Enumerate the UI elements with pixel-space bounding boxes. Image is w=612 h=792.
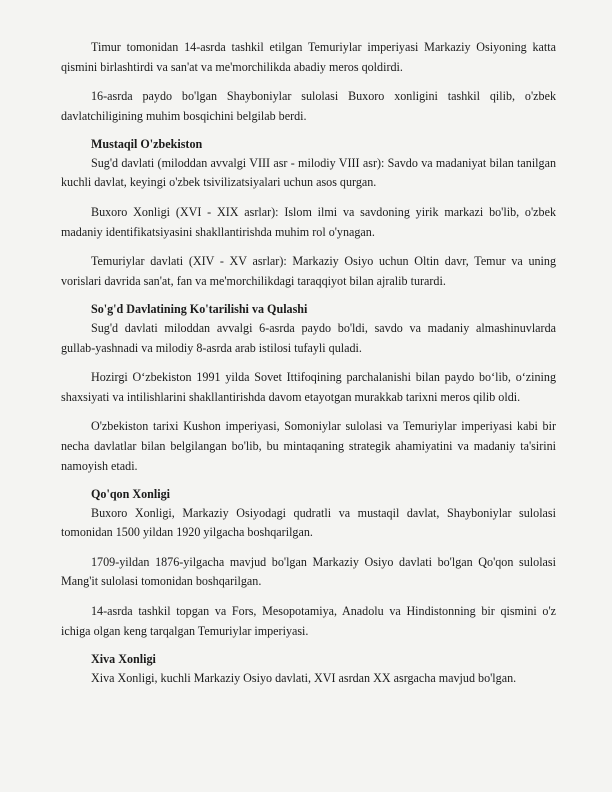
section-heading: Qo'qon Xonligi bbox=[91, 487, 170, 502]
paragraph: Timur tomonidan 14-asrda tashkil etilgan Temuriylar imperiyasi Markaziy Osiyoning katta qismini birlashtirdi va san'at va me'morchilikda abadiy meros qoldirdi. bbox=[61, 40, 556, 74]
paragraph: Sug'd davlati miloddan avvalgi 6-asrda paydo bo'ldi, savdo va madaniy almashinuvlarda gullab-yashnadi va milodiy 8-asrda arab istilosi tufayli quladi. bbox=[61, 320, 556, 355]
paragraph: 1709-yildan 1876-yilgacha mavjud bo'lgan Markaziy Osiyo davlati bo'lgan Qo'qon sulolasi Mang'it sulolasi tomonidan boshqarilgan. bbox=[61, 554, 556, 589]
document-body bbox=[61, 38, 556, 698]
paragraph: Buxoro Xonligi (XVI - XIX asrlar): Islom ilmi va savdoning yirik markazi bo'lib, o'zbek madaniy identifikatsiyasini shakllantirishda muhim rol o'ynagan. bbox=[61, 205, 556, 239]
section-heading: So'g'd Davlatining Ko'tarilishi va Qulashi bbox=[91, 302, 308, 317]
paragraph: O'zbekiston tarixi Kushon imperiyasi, Somoniylar sulolasi va Temuriylar imperiyasi kabi bir necha davlatlar bilan belgilangan bo'lib, bu mintaqaning strategik ahamiyatini va madaniy ta'sirini namoyish etadi. bbox=[61, 419, 556, 473]
section-1 bbox=[61, 136, 556, 291]
section-heading: Xiva Xonligi bbox=[91, 652, 156, 667]
section-2 bbox=[61, 301, 556, 476]
paragraph: 14-asrda tashkil topgan va Fors, Mesopotamiya, Anadolu va Hindistonning bir qismini o'z ichiga olgan keng tarqalgan Temuriylar imperiyasi. bbox=[61, 603, 556, 638]
section-4 bbox=[61, 651, 556, 688]
paragraph: 16-asrda paydo bo'lgan Shayboniylar sulolasi Buxoro xonligini tashkil qilib, o'zbek davlatchiligining muhim bosqichini belgilab berdi. bbox=[61, 89, 556, 123]
section-0 bbox=[61, 38, 556, 126]
paragraph: Temuriylar davlati (XIV - XV asrlar): Markaziy Osiyo uchun Oltin davr, Temur va uning vorislari davrida san'at, fan va me'morchilikdagi taraqqiyot bilan ajralib turardi. bbox=[61, 254, 556, 288]
section-heading: Mustaqil O'zbekiston bbox=[91, 137, 203, 152]
paragraph: Buxoro Xonligi, Markaziy Osiyodagi qudratli va mustaqil davlat, Shayboniylar sulolasi tomonidan 1500 yildan 1920 yilgacha boshqarilgan. bbox=[61, 505, 556, 540]
section-3 bbox=[61, 486, 556, 641]
paragraph: Hozirgi O‘zbekiston 1991 yilda Sovet Ittifoqining parchalanishi bilan paydo bo‘lib, o‘zining shaxsiyati va intilishlarini shakllantirishda davom etayotgan murakkab tarixni meros qilib oldi. bbox=[61, 370, 556, 404]
paragraph: Sug'd davlati (miloddan avvalgi VIII asr - milodiy VIII asr): Savdo va madaniyat bilan tanilgan kuchli davlat, keyingi o'zbek tsivilizatsiyalari uchun asos qurgan. bbox=[61, 155, 556, 190]
paragraph: Xiva Xonligi, kuchli Markaziy Osiyo davlati, XVI asrdan XX asrgacha mavjud bo'lgan. bbox=[91, 670, 517, 685]
